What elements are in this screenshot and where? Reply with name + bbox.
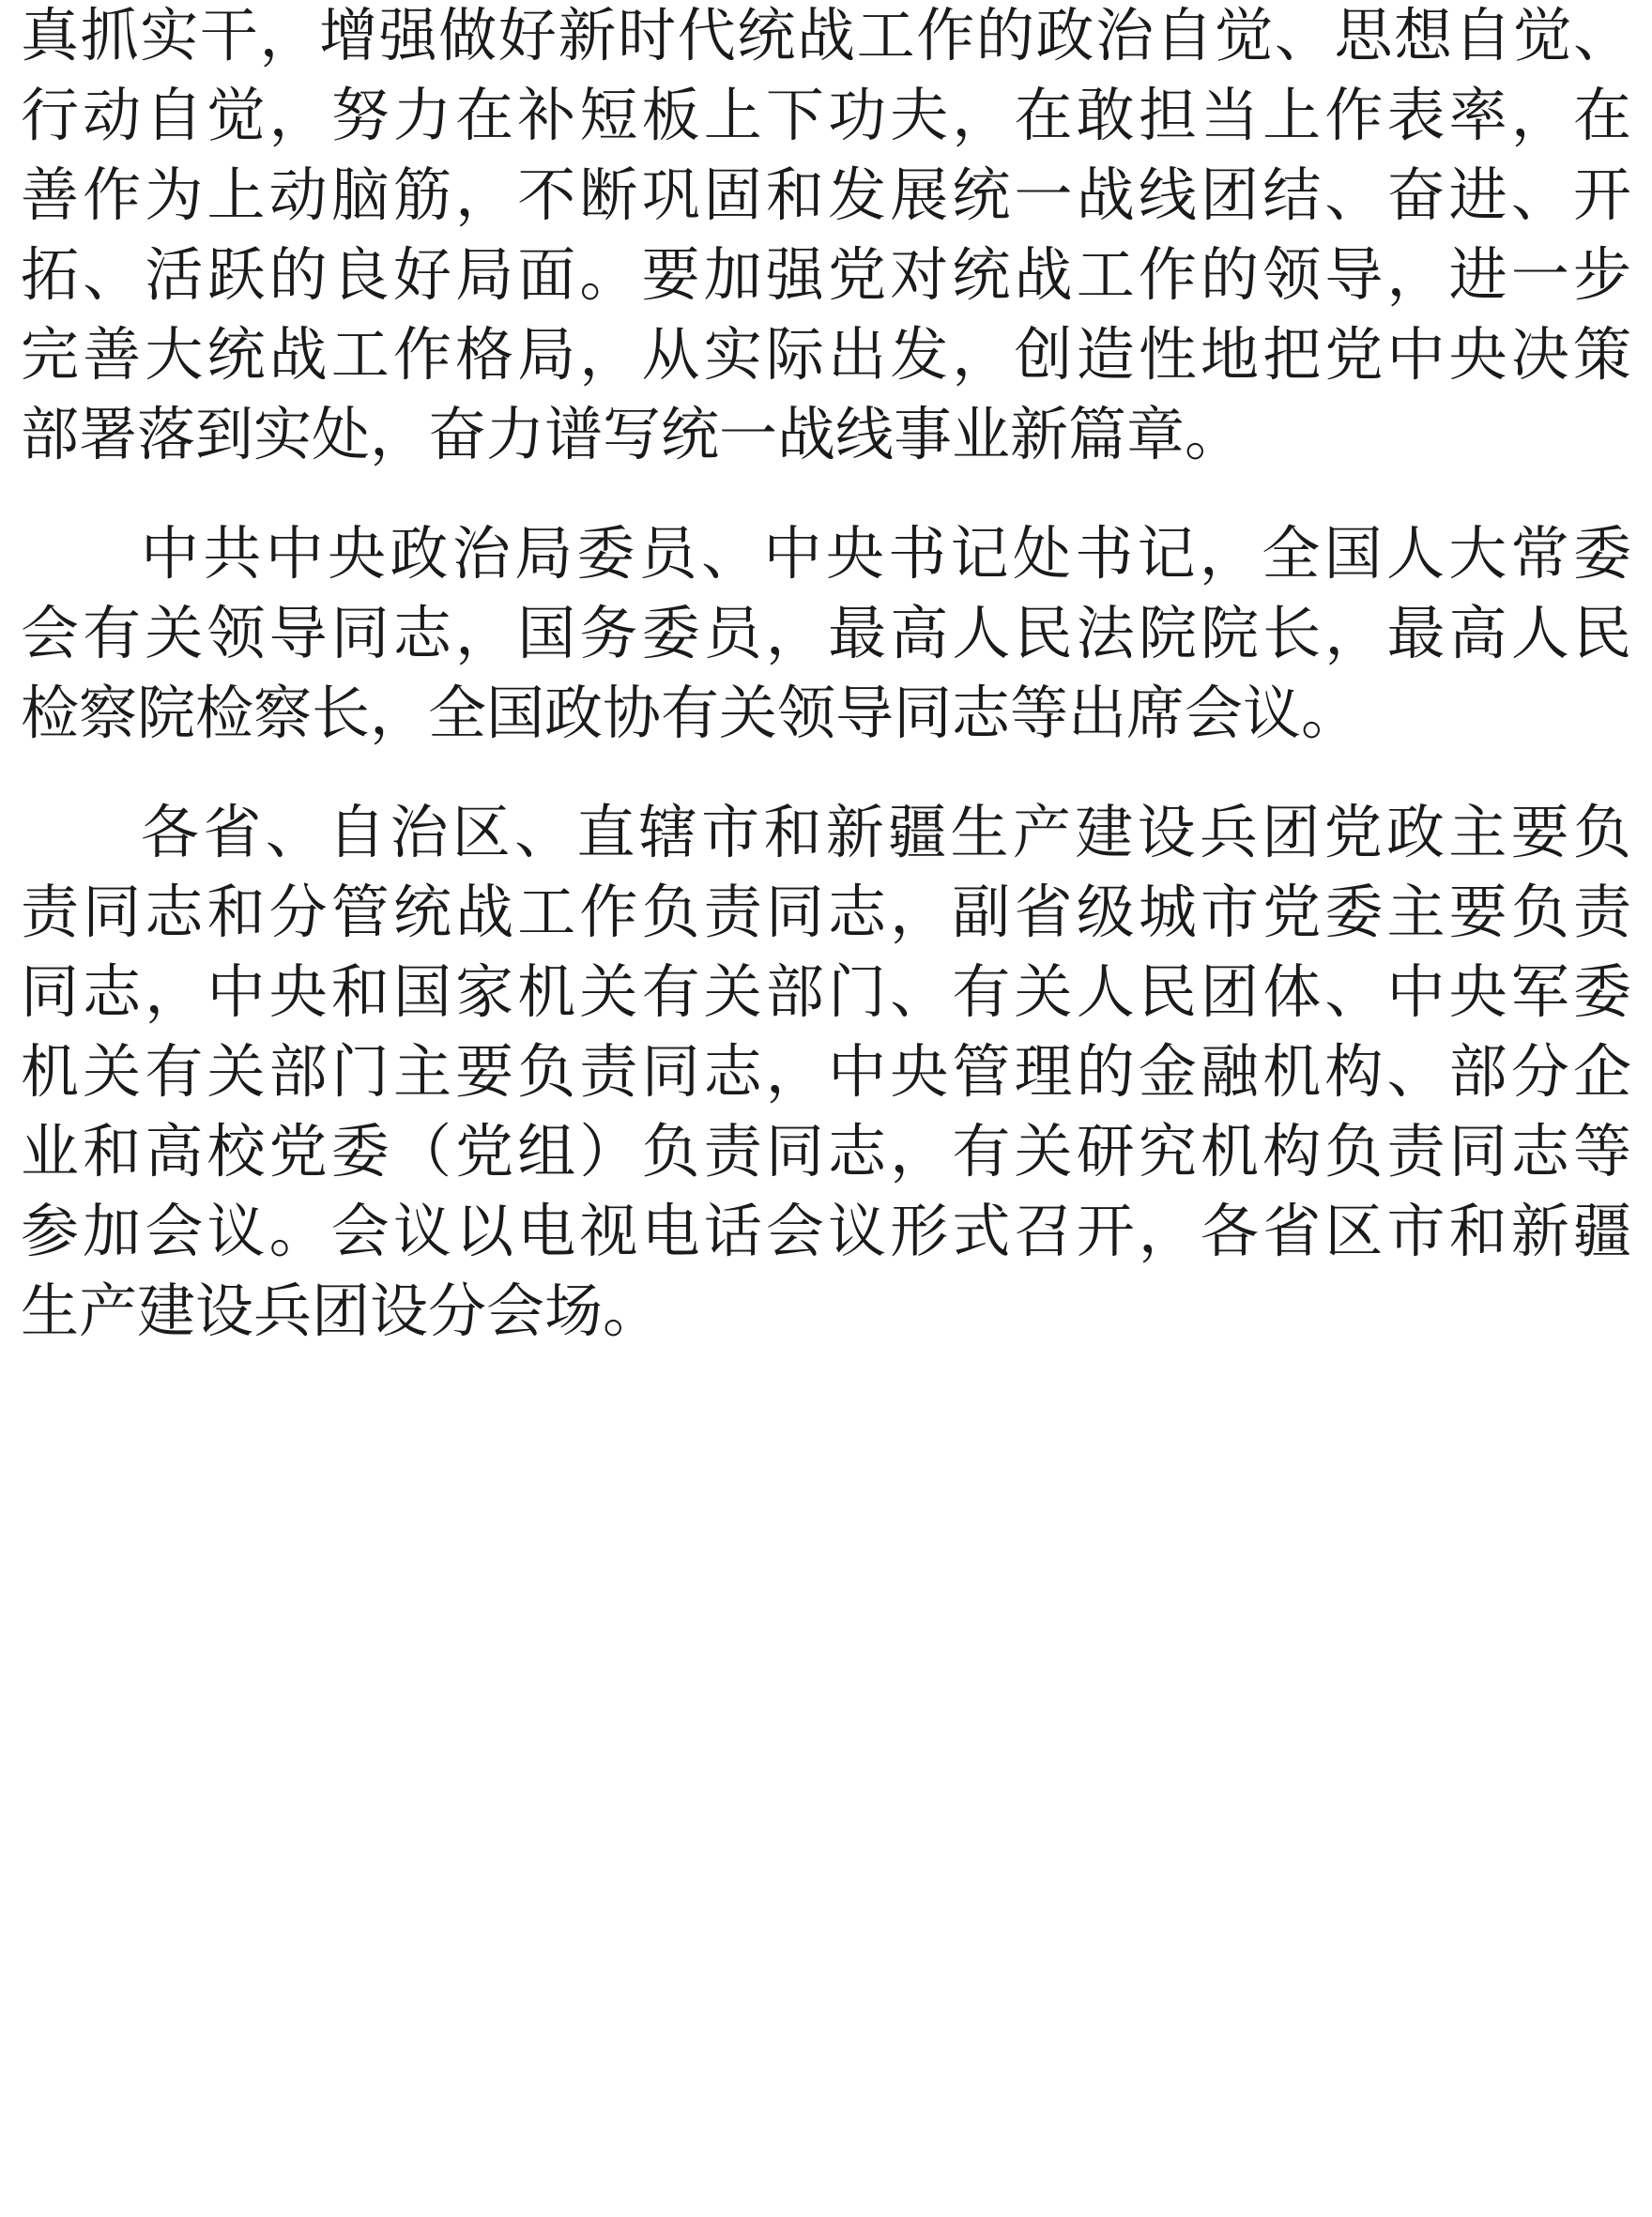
paragraph-1-line-3: 善作为上动脑筋，不断巩固和发展统一战线团结、奋进、开 [21,161,1631,229]
paragraph-1-line-2: 行动自觉，努力在补短板上下功夫，在敢担当上作表率，在 [21,81,1631,149]
paragraph-3-line-3: 同志，中央和国家机关有关部门、有关人民团体、中央军委 [21,957,1631,1026]
paragraph-3-line-7: 生产建设兵团设分会场。 [21,1277,662,1345]
paragraph-1-line-4: 拓、活跃的良好局面。要加强党对统战工作的领导，进一步 [21,240,1631,309]
paragraph-3-line-5: 业和高校党委（党组）负责同志，有关研究机构负责同志等 [21,1117,1631,1185]
paragraph-3-line-6: 参加会议。会议以电视电话会议形式召开，各省区市和新疆 [21,1197,1631,1265]
paragraph-3-line-1: 各省、自治区、直辖市和新疆生产建设兵团党政主要负 [141,798,1631,866]
paragraph-3-line-2: 责同志和分管统战工作负责同志，副省级城市党委主要负责 [21,878,1631,946]
paragraph-1-line-5: 完善大统战工作格局，从实际出发，创造性地把党中央决策 [21,320,1631,389]
paragraph-2-line-1: 中共中央政治局委员、中央书记处书记，全国人大常委 [141,519,1631,588]
paragraph-1-line-1: 真抓实干，增强做好新时代统战工作的政治自觉、思想自觉、 [21,1,1631,69]
paragraph-2-line-3: 检察院检察长，全国政协有关领导同志等出席会议。 [21,679,1360,747]
paragraph-2-line-2: 会有关领导同志，国务委员，最高人民法院院长，最高人民 [21,599,1631,667]
paragraph-1-line-6: 部署落到实处，奋力谱写统一战线事业新篇章。 [21,400,1244,468]
paragraph-3-line-4: 机关有关部门主要负责同志，中央管理的金融机构、部分企 [21,1037,1631,1106]
